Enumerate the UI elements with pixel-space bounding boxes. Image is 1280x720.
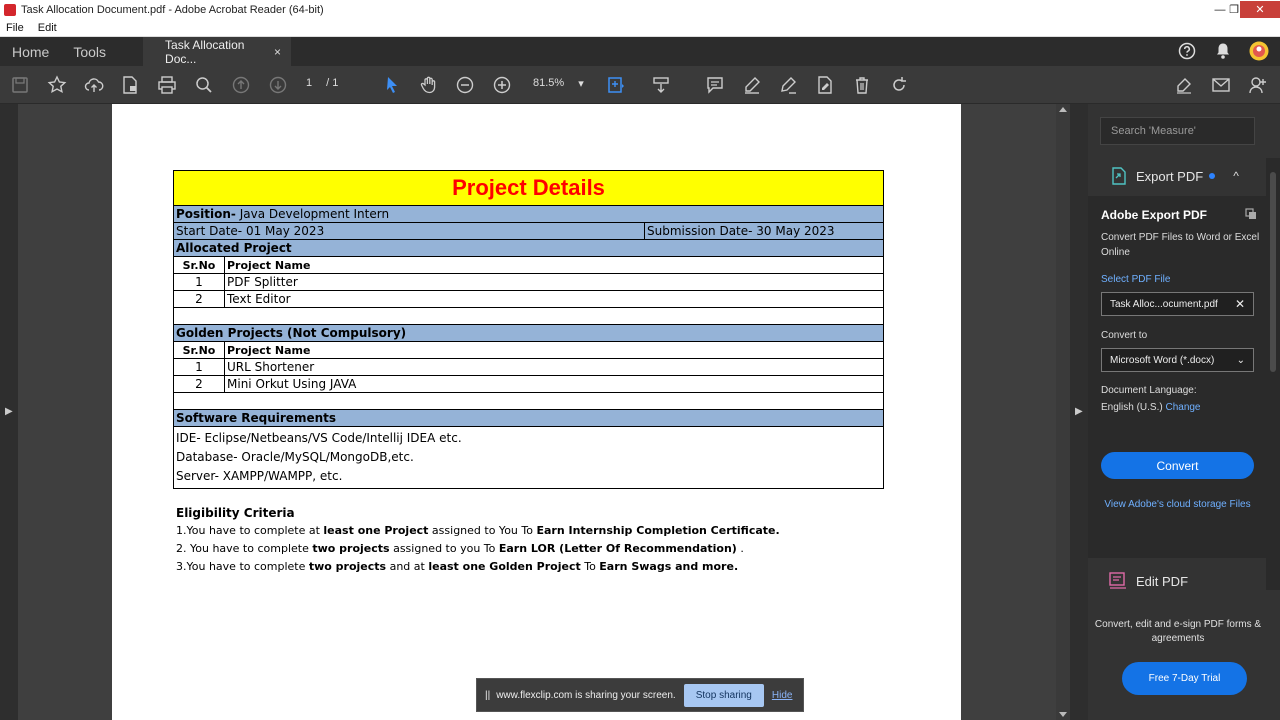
table-row <box>174 359 883 376</box>
eligibility-criteria <box>176 504 780 576</box>
zoom-caret-icon: ▾ <box>578 78 584 90</box>
zoom-out-icon[interactable] <box>454 74 476 96</box>
export-pdf-title: Export PDF <box>1136 168 1204 184</box>
print-icon[interactable] <box>156 74 178 96</box>
hide-share-bar-link[interactable]: Hide <box>771 689 793 701</box>
convert-to-value: Microsoft Word (*.docx) <box>1110 354 1215 366</box>
comment-icon[interactable] <box>704 74 726 96</box>
project-name: URL Shortener <box>227 360 315 374</box>
criteria-line-2: 2. You have to complete two projects assigned to you To Earn LOR (Letter Of Recommendation) . <box>176 542 744 555</box>
pdf-page <box>112 104 961 720</box>
tab-close-icon[interactable]: × <box>274 44 282 59</box>
project-name: Text Editor <box>227 292 291 306</box>
next-page-icon[interactable] <box>267 74 289 96</box>
col-srno: Sr.No <box>174 342 225 358</box>
tab-bar <box>0 37 1280 66</box>
edit-pdf-header[interactable] <box>1088 564 1268 598</box>
allocated-header: Allocated Project <box>176 241 292 255</box>
doc-language-label: Document Language: <box>1101 385 1197 396</box>
rotate-icon[interactable] <box>888 74 910 96</box>
row-number: 1 <box>174 274 225 290</box>
document-language <box>1101 382 1268 416</box>
edit-pdf-icon <box>1108 572 1128 590</box>
tab-tools[interactable]: Tools <box>73 43 107 60</box>
tab-home[interactable]: Home <box>12 43 50 60</box>
export-pdf-icon <box>1110 167 1128 185</box>
share-user-icon[interactable] <box>1247 74 1269 96</box>
right-panel-scrollbar[interactable] <box>1266 158 1280 590</box>
selected-file-field[interactable] <box>1101 292 1254 316</box>
menu-bar <box>0 20 1280 37</box>
col-srno: Sr.No <box>174 257 225 273</box>
main-toolbar <box>0 66 1280 104</box>
page-fit-icon[interactable] <box>605 74 627 96</box>
fill-sign-icon[interactable] <box>814 74 836 96</box>
scroll-down-icon[interactable] <box>1059 712 1067 717</box>
position-label: Position- <box>176 207 236 221</box>
change-language-link[interactable]: Change <box>1165 402 1201 413</box>
screen-share-bar <box>476 678 804 712</box>
position-value: Java Development Intern <box>235 207 390 221</box>
maximize-button[interactable]: ❐ <box>1229 4 1239 16</box>
project-name: Mini Orkut Using JAVA <box>227 377 357 391</box>
previous-page-icon[interactable] <box>230 74 252 96</box>
acrobat-app-icon <box>4 4 16 16</box>
scrollbar-thumb[interactable] <box>1270 172 1276 372</box>
zoom-level-value: 81.5% <box>533 77 565 89</box>
adobe-export-title: Adobe Export PDF <box>1101 208 1208 222</box>
export-pdf-body <box>1088 196 1268 558</box>
help-icon[interactable] <box>1176 40 1198 62</box>
criteria-line-3: 3.You have to complete two projects and at least one Golden Project To Earn Swags and more. <box>176 560 739 573</box>
table-row <box>174 257 883 274</box>
row-number: 2 <box>174 291 225 307</box>
dates-row <box>174 223 883 240</box>
link-sign-icon[interactable] <box>1173 74 1195 96</box>
select-cursor-icon[interactable] <box>381 74 403 96</box>
table-row <box>174 342 883 359</box>
table-row <box>174 274 883 291</box>
notifications-bell-icon[interactable] <box>1212 40 1234 62</box>
hand-tool-icon[interactable] <box>418 74 440 96</box>
copy-icon[interactable] <box>1245 208 1257 220</box>
tab-document[interactable] <box>143 37 291 66</box>
page-indicator <box>306 77 338 89</box>
edit-pdf-title: Edit PDF <box>1136 573 1189 589</box>
golden-header-row <box>174 325 883 342</box>
doc-language-value: English (U.S.) <box>1101 402 1163 413</box>
expand-left-panel-icon[interactable]: ▶ <box>5 406 13 417</box>
right-tools-panel <box>1088 104 1280 720</box>
project-name: PDF Splitter <box>227 275 298 289</box>
document-scrollbar[interactable] <box>1056 104 1070 720</box>
convert-to-label: Convert to <box>1101 330 1148 341</box>
select-pdf-file-link[interactable]: Select PDF File <box>1101 274 1171 285</box>
close-window-button[interactable]: ✕ <box>1240 1 1280 18</box>
collapse-chevron-icon[interactable]: ^ <box>1233 169 1239 183</box>
software-header-row <box>174 410 883 427</box>
project-details-table <box>173 170 884 489</box>
email-icon[interactable] <box>1210 74 1232 96</box>
criteria-line-1: 1.You have to complete at least one Project assigned to You To Earn Internship Completion Certificate. <box>176 524 780 537</box>
software-list <box>174 427 883 488</box>
tools-search-input[interactable]: Search 'Measure' <box>1100 117 1255 145</box>
window-titlebar <box>0 0 1280 20</box>
col-project-name: Project Name <box>227 343 311 357</box>
selected-file-name: Task Alloc...ocument.pdf <box>1110 298 1218 310</box>
dropdown-chevron-icon: ⌄ <box>1236 354 1245 366</box>
stop-sharing-button[interactable]: Stop sharing <box>684 684 764 707</box>
cloud-upload-icon[interactable] <box>83 74 105 96</box>
row-number: 1 <box>174 359 225 375</box>
menu-file[interactable]: File <box>6 22 24 34</box>
table-title-row <box>174 171 883 206</box>
adobe-export-desc: Convert PDF Files to Word or Excel Online <box>1101 232 1260 258</box>
convert-to-select[interactable] <box>1101 348 1254 372</box>
minimize-button[interactable]: — <box>1214 3 1226 16</box>
list-item: Server- XAMPP/WAMPP, etc. <box>176 469 343 483</box>
col-project-name: Project Name <box>227 258 311 272</box>
new-indicator-dot <box>1209 173 1215 179</box>
export-pdf-header[interactable] <box>1088 156 1268 196</box>
convert-button[interactable]: Convert <box>1101 452 1254 479</box>
list-item: Database- Oracle/MySQL/MongoDB,etc. <box>176 450 414 464</box>
clear-file-icon[interactable]: ✕ <box>1234 297 1245 311</box>
right-panel-toggle-rail <box>1070 104 1088 720</box>
scroll-up-icon[interactable] <box>1059 107 1067 112</box>
submission-date: Submission Date- 30 May 2023 <box>647 224 835 238</box>
save-icon[interactable] <box>9 74 31 96</box>
bookmark-star-icon[interactable] <box>46 74 68 96</box>
tab-document-label: Task Allocation Doc... <box>165 37 245 66</box>
free-trial-button[interactable]: Free 7-Day Trial <box>1122 662 1247 695</box>
allocated-header-row <box>174 240 883 257</box>
software-header: Software Requirements <box>176 411 337 425</box>
table-row <box>174 291 883 308</box>
zoom-search-icon[interactable] <box>193 74 215 96</box>
cloud-storage-link[interactable]: View Adobe's cloud storage Files <box>1104 499 1251 510</box>
share-message: www.flexclip.com is sharing your screen. <box>496 689 676 701</box>
table-row <box>174 376 883 393</box>
start-date: Start Date- 01 May 2023 <box>174 223 645 239</box>
edit-pdf-desc: Convert, edit and e-sign PDF forms & agreements <box>1094 619 1262 644</box>
golden-header: Golden Projects (Not Compulsory) <box>176 326 407 340</box>
highlight-pen-icon[interactable] <box>741 74 763 96</box>
header-right-icons <box>1176 40 1270 62</box>
row-number: 2 <box>174 376 225 392</box>
window-title: Task Allocation Document.pdf - Adobe Acrobat Reader (64-bit) <box>21 4 324 16</box>
list-item: IDE- Eclipse/Netbeans/VS Code/Intellij IDEA etc. <box>176 431 462 445</box>
scroll-mode-icon[interactable] <box>650 74 672 96</box>
table-title: Project Details <box>452 175 605 200</box>
pause-icon[interactable]: || <box>485 689 491 701</box>
zoom-in-icon[interactable] <box>491 74 513 96</box>
page-number-input[interactable]: 1 <box>306 77 313 89</box>
file-lock-icon[interactable] <box>119 74 141 96</box>
eligibility-heading: Eligibility Criteria <box>176 506 295 520</box>
menu-edit[interactable]: Edit <box>37 22 57 34</box>
zoom-level-select[interactable] <box>533 77 584 90</box>
user-avatar[interactable] <box>1248 40 1270 62</box>
spacer-row <box>174 393 883 410</box>
spacer-row <box>174 308 883 325</box>
collapse-right-panel-icon[interactable]: ▶ <box>1075 406 1083 417</box>
left-navigation-rail <box>0 104 18 720</box>
position-row <box>174 206 883 223</box>
delete-trash-icon[interactable] <box>851 74 873 96</box>
page-total: / 1 <box>326 77 339 89</box>
sign-pen-icon[interactable] <box>778 74 800 96</box>
document-viewport <box>18 104 1070 720</box>
